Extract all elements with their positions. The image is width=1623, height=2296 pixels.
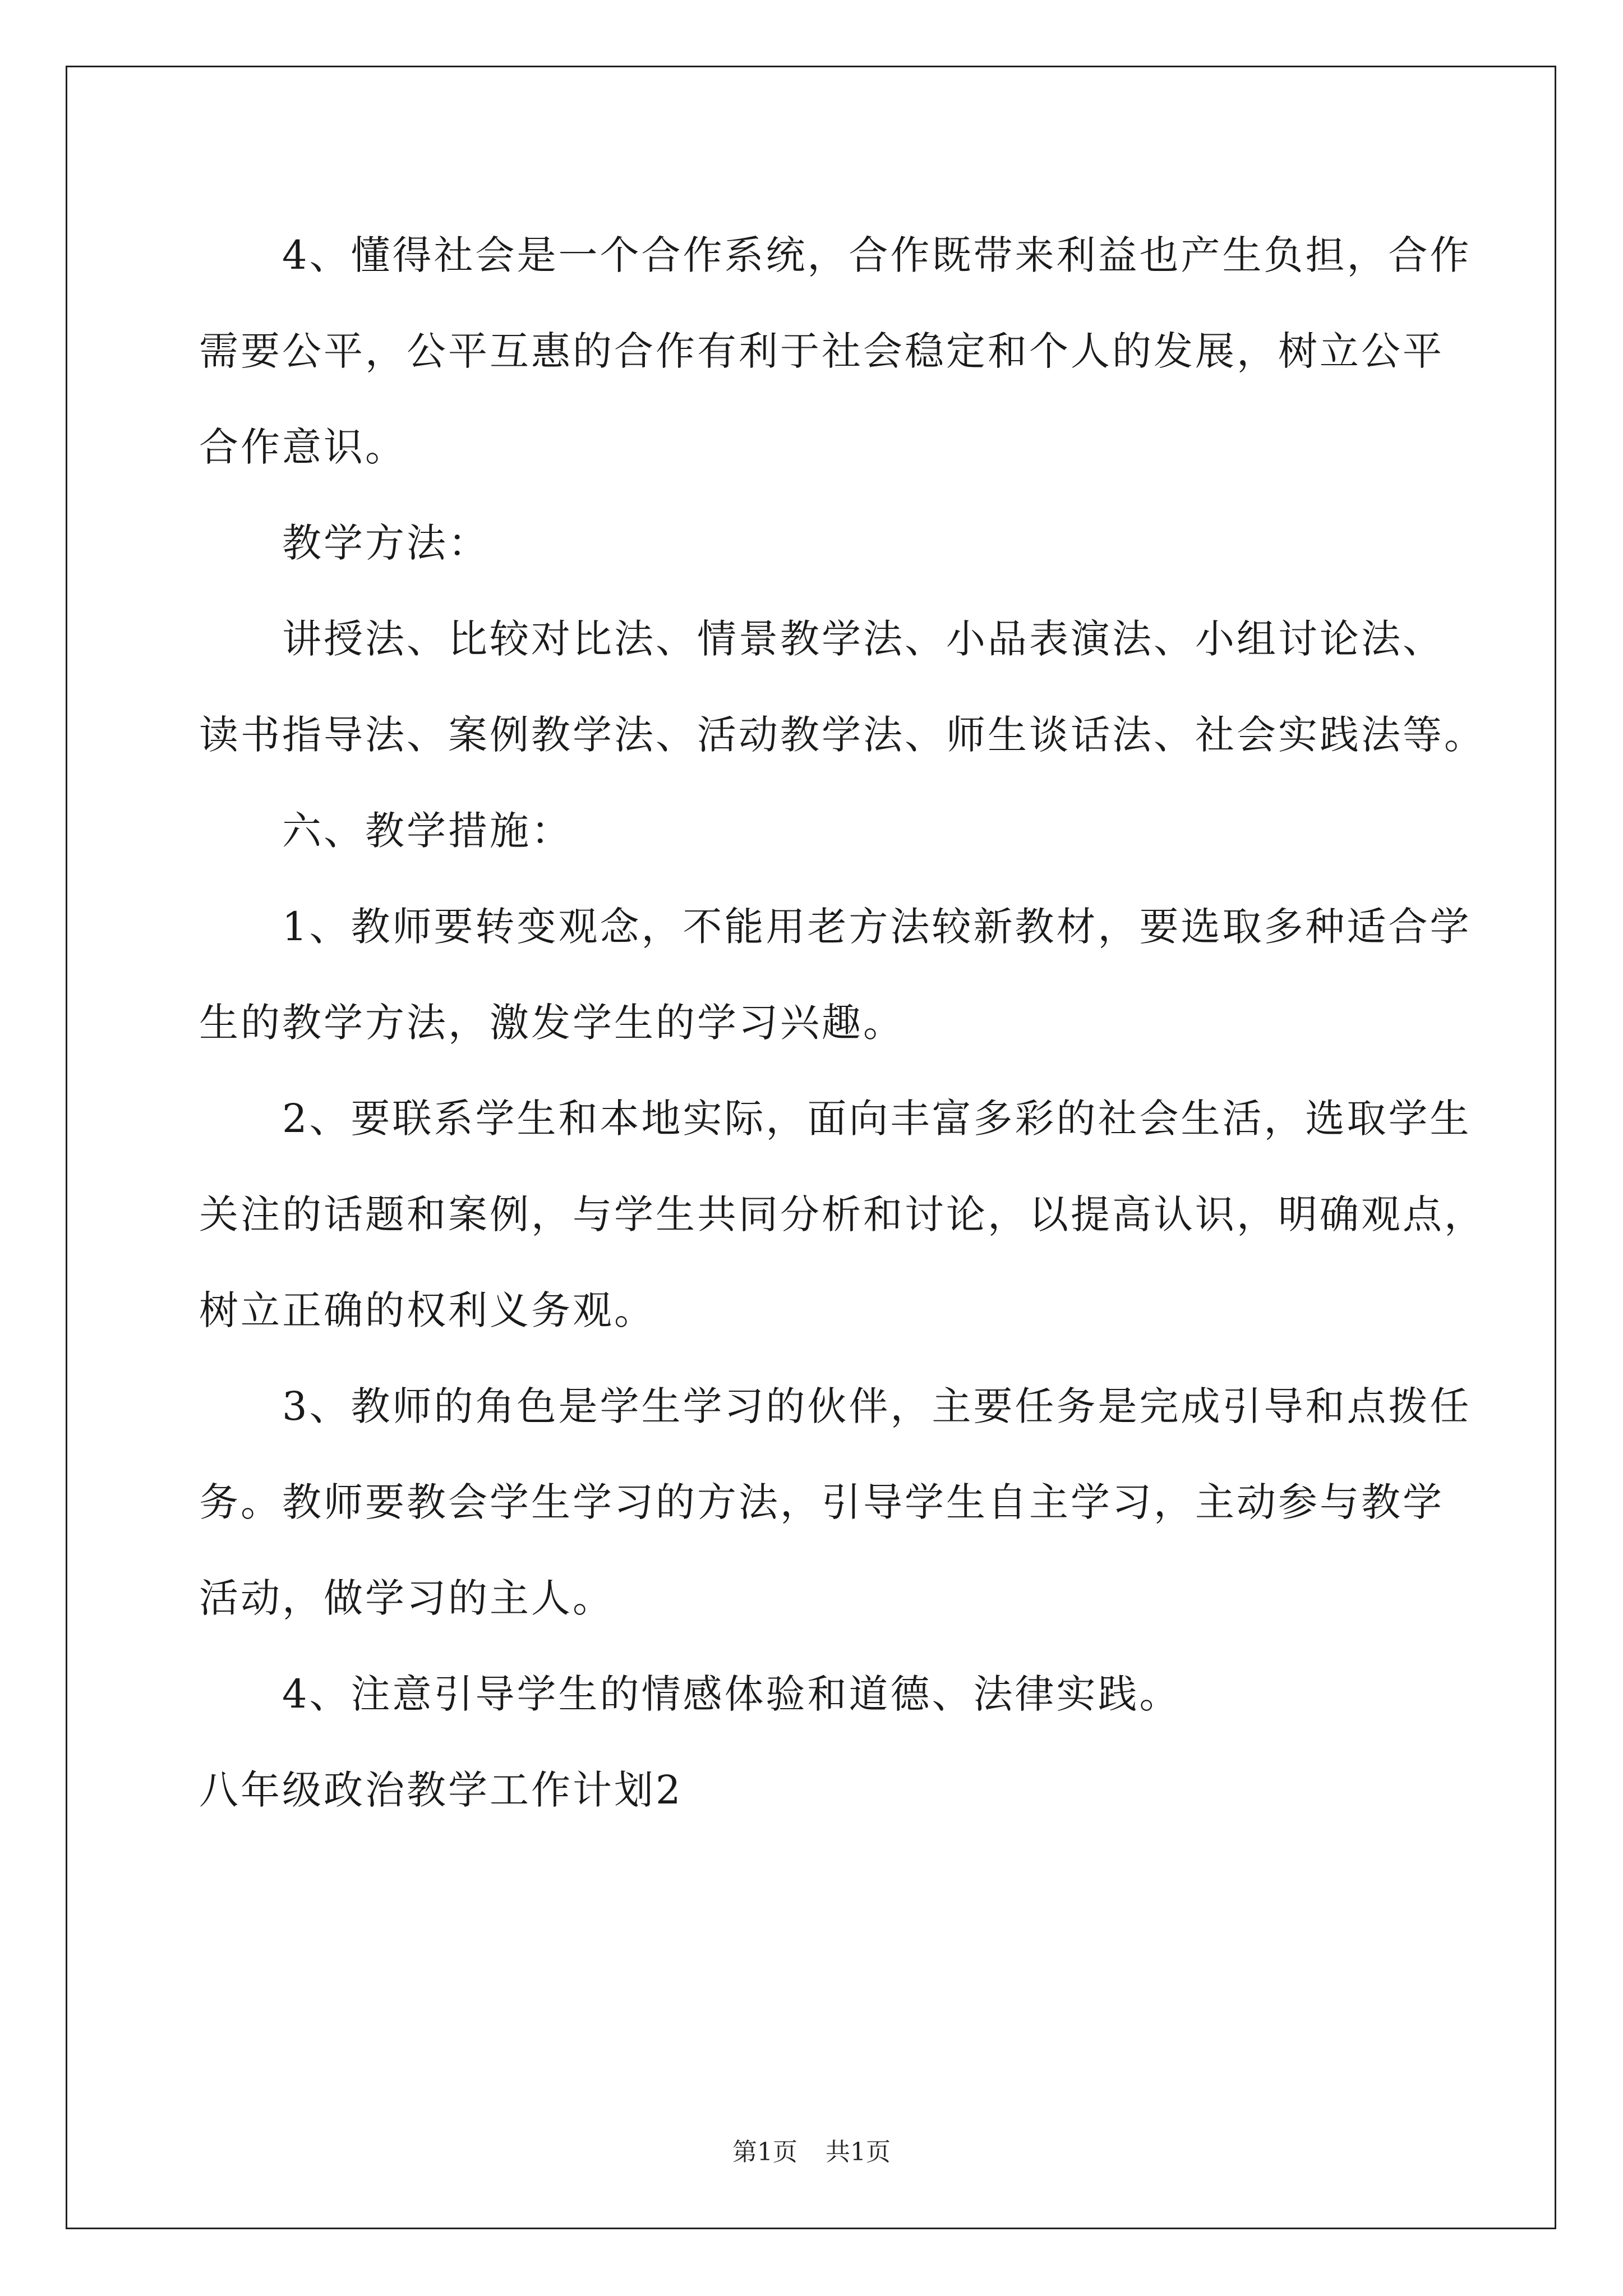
paragraph-line: 读书指导法、案例教学法、活动教学法、师生谈话法、社会实践法等。 bbox=[199, 712, 1486, 758]
paragraph-line: 需要公平，公平互惠的合作有利于社会稳定和个人的发展，树立公平 bbox=[199, 328, 1444, 374]
paragraph-line: 4、懂得社会是一个合作系统，合作既带来利益也产生负担，合作 bbox=[282, 232, 1472, 278]
paragraph-line: 1、教师要转变观念，不能用老方法较新教材，要选取多种适合学 bbox=[282, 904, 1472, 950]
paragraph-line: 讲授法、比较对比法、情景教学法、小品表演法、小组讨论法、 bbox=[282, 616, 1444, 662]
page-number: 第1页 bbox=[732, 2138, 797, 2166]
document-title: 八年级政治教学工作计划2 bbox=[199, 1767, 683, 1813]
paragraph-line: 3、教师的角色是学生学习的伙伴，主要任务是完成引导和点拨任 bbox=[282, 1383, 1472, 1429]
paragraph-line: 务。教师要教会学生学习的方法，引导学生自主学习，主动参与教学 bbox=[199, 1479, 1444, 1525]
section-heading: 教学方法： bbox=[282, 520, 490, 566]
page-total: 共1页 bbox=[826, 2138, 891, 2166]
paragraph-line: 2、要联系学生和本地实际，面向丰富多彩的社会生活，选取学生 bbox=[282, 1096, 1472, 1142]
paragraph-line: 树立正确的权利义务观。 bbox=[199, 1287, 656, 1333]
paragraph-line: 生的教学方法，激发学生的学习兴趣。 bbox=[199, 1000, 905, 1046]
paragraph-line: 4、注意引导学生的情感体验和道德、法律实践。 bbox=[282, 1671, 1181, 1717]
document-body bbox=[199, 208, 1486, 1838]
paragraph-line: 合作意识。 bbox=[199, 424, 407, 470]
section-heading: 六、教学措施： bbox=[282, 808, 573, 854]
page-footer bbox=[0, 2132, 1623, 2168]
paragraph-line: 活动，做学习的主人。 bbox=[199, 1575, 614, 1621]
paragraph-line: 关注的话题和案例，与学生共同分析和讨论，以提高认识，明确观点， bbox=[199, 1191, 1486, 1237]
